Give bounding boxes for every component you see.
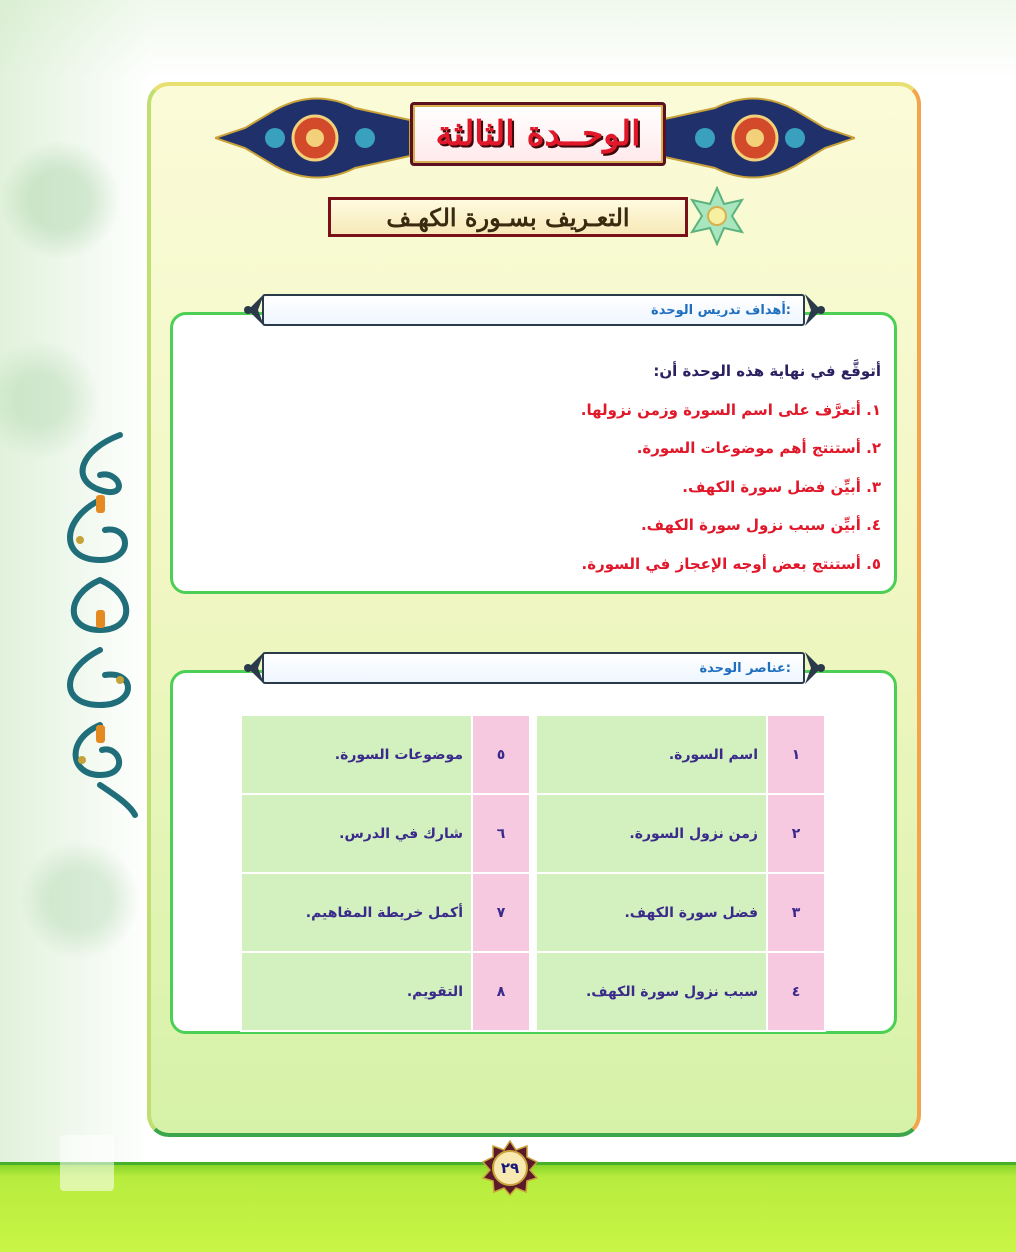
unit-title: الوحــدة الثالثة xyxy=(435,114,641,154)
column-gap xyxy=(530,952,536,1031)
goal-item: ٤. أبيِّن سبب نزول سورة الكهف. xyxy=(640,516,881,534)
unit-header-banner xyxy=(215,90,855,186)
goal-item: ٣. أبيِّن فضل سورة الكهف. xyxy=(682,477,881,496)
element-text: التقويم. xyxy=(241,952,472,1031)
element-text: شارك في الدرس. xyxy=(241,794,472,873)
side-arabesque-ornament xyxy=(60,430,140,820)
column-gap xyxy=(530,715,536,794)
goal-item: ١. أتعرَّف على اسم السورة وزمن نزولها. xyxy=(580,400,881,419)
table-row xyxy=(241,873,825,952)
unit-title-plaque xyxy=(410,102,666,166)
column-gap xyxy=(530,873,536,952)
unit-elements-tab-label: عناصر الوحدة: xyxy=(699,660,791,676)
star-icon xyxy=(688,186,746,246)
lesson-subtitle-box xyxy=(328,197,688,237)
page-number: ٢٩ xyxy=(500,1159,520,1177)
element-text: سبب نزول سورة الكهف. xyxy=(536,952,767,1031)
element-text: فضل سورة الكهف. xyxy=(536,873,767,952)
table-row xyxy=(241,952,825,1031)
element-number: ٢ xyxy=(767,794,825,873)
unit-elements-table xyxy=(240,714,826,1032)
element-text: زمن نزول السورة. xyxy=(536,794,767,873)
goals-list xyxy=(261,352,881,583)
element-number: ٥ xyxy=(472,715,530,794)
element-number: ٦ xyxy=(472,794,530,873)
element-text: موضوعات السورة. xyxy=(241,715,472,794)
table-row xyxy=(241,794,825,873)
tab-right-ornament xyxy=(803,648,829,688)
element-number: ٤ xyxy=(767,952,825,1031)
tab-right-ornament xyxy=(803,290,829,330)
element-number: ٨ xyxy=(472,952,530,1031)
lesson-subtitle: التعـريف بسـورة الكهـف xyxy=(386,202,630,232)
unit-elements-tab xyxy=(262,652,805,684)
element-text: اسم السورة. xyxy=(536,715,767,794)
element-number: ٧ xyxy=(472,873,530,952)
goal-item: ٢. أستنتج أهم موضوعات السورة. xyxy=(636,439,881,457)
goal-item: ٥. أستنتج بعض أوجه الإعجاز في السورة. xyxy=(581,554,881,573)
unit-goals-tab-label: أهداف تدريس الوحدة: xyxy=(651,302,791,318)
goals-intro: أتوقَّع في نهاية هذه الوحدة أن: xyxy=(653,362,881,380)
element-number: ١ xyxy=(767,715,825,794)
element-number: ٣ xyxy=(767,873,825,952)
top-background-pattern xyxy=(0,0,1016,80)
table-row xyxy=(241,715,825,794)
column-gap xyxy=(530,794,536,873)
publisher-logo-icon xyxy=(60,1135,114,1191)
element-text: أكمل خريطة المفاهيم. xyxy=(241,873,472,952)
unit-goals-tab xyxy=(262,294,805,326)
